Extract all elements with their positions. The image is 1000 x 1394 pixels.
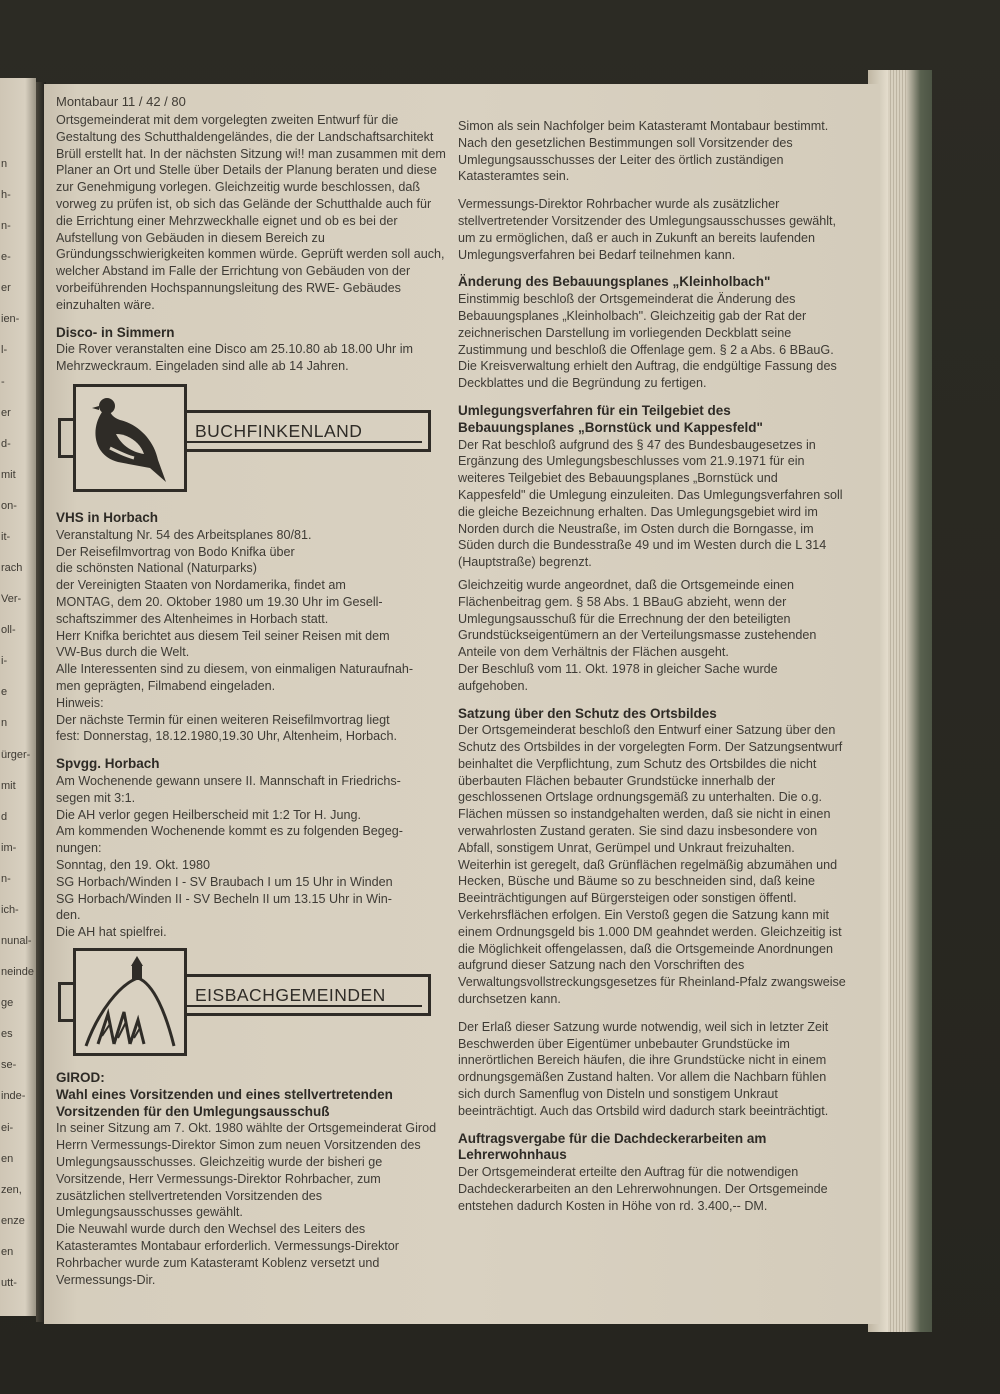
vhs-line: MONTAG, dem 20. Oktober 1980 um 19.30 Uhr im Gesell- [56, 594, 383, 609]
vhs-line: Hinweis: [56, 695, 104, 710]
left-page-fragment: ien- [1, 313, 20, 326]
column-left [56, 112, 446, 375]
left-page-fragment: d- [1, 437, 11, 450]
left-page-fragment: rach [1, 562, 23, 575]
spvgg-line: Die AH hat spielfrei. [56, 925, 167, 940]
left-page-fragment: zen, [1, 1183, 22, 1196]
left-page-fragment: e- [1, 251, 11, 264]
document-page [44, 84, 880, 1324]
bebauungsplan-heading: Änderung des Bebauungsplanes „Kleinholbach" [458, 274, 771, 290]
vhs-line: die schönsten National (Naturparks) [56, 561, 257, 576]
column-left-3 [56, 1070, 446, 1288]
left-page-fragment: Ver- [1, 593, 22, 606]
column-right [458, 118, 848, 1215]
left-page-fragment: nunal- [1, 935, 32, 948]
satzung-text: Der Ortsgemeinderat beschloß den Entwurf einer Satzung über den Schutz des Ortsbildes in der vorgelegten Form. Der Satzungsentwurf beinhaltet die Verpflichtung, zum Schutz des Ortsbildes die nicht überbauten Flächen bebauter Grundstücke innerhalb der geschlossenen Ortslage ordnungsgemäß zu unterhalten. Die o.g. Flächen müssen so instandgehalten werden, daß sie nicht in einen verwahrlosten Zustand geraten. Sie sind dazu insbesondere von Abfall, sonstigem Unrat, Gerümpel und Unkraut freizuhalten. Weiterhin ist geregelt, daß Grünflächen regelmäßig abzumähen und Hecken, Büsche und Bäume so zu beschneiden sind, daß keine Beeinträchtigungen auf Bürgersteigen oder sonstigen öffentl. Verkehrsflächen erfolgen. Ein Verstoß gegen die Satzung kann mit einem Ordnungsgeld bis 1.000 DM geahndet werden. Gleichzeitig ist die Möglichkeit offengelassen, daß die Ortsgemeinde Anordnungen aufgrund dieser Satzung nach den Vorschriften des Verwaltungsvollstreckungsgesetzes für Rheinland-Pfalz zwangsweise durchsetzen kann. [458, 723, 846, 1007]
left-page-fragment: d [1, 810, 8, 823]
finch-icon [80, 390, 180, 486]
spvgg-heading: Spvgg. Horbach [56, 756, 160, 772]
vhs-line: Veranstaltung Nr. 54 des Arbeitsplanes 80/81. [56, 527, 312, 542]
left-page-fragment: neinde [1, 966, 35, 979]
buchfinkenland-banner [58, 384, 438, 496]
vhs-line: Herr Knifka berichtet aus diesem Teil seiner Reisen mit dem [56, 628, 390, 643]
disco-text: Die Rover veranstalten eine Disco am 25.10.80 ab 18.00 Uhr im Mehrzweckraum. Eingeladen sind alle ab 14 Jahren. [56, 342, 414, 374]
vhs-line: Der nächste Termin für einen weiteren Reisefilmvortrag liegt [56, 712, 390, 727]
spvgg-line: SG Horbach/Winden II - SV Becheln II um 13.15 Uhr in Win- [56, 891, 392, 906]
girod-text: In seiner Sitzung am 7. Okt. 1980 wählte der Ortsgemeinderat Girod Herrn Vermessungs-Direktor Simon zum neuen Vorsitzenden des Umlegungsausschusses. Gleichzeitig wurde der bisheri ge Vorsitzende, Herr Vermessungs-Direktor Rohrbacher, zum zusätzlichen stellvertretenden Vorsitzenden des Umlegungsausschusses gewählt. [56, 1121, 437, 1220]
left-page-fragment: on- [1, 499, 17, 512]
left-page-fragment: es [1, 1028, 13, 1041]
left-page-fragment: en [1, 1152, 14, 1165]
spvgg-line: Am kommenden Wochenende kommt es zu folgenden Begeg- [56, 824, 403, 839]
left-page-fragment: i- [1, 655, 8, 668]
spvgg-line: SG Horbach/Winden I - SV Braubach I um 15 Uhr in Winden [56, 874, 393, 889]
girod-subheading: Wahl eines Vorsitzenden und eines stellvertretenden Vorsitzenden für den Umlegungsausschuß [56, 1086, 393, 1119]
left-page-fragment: oll- [1, 624, 16, 637]
vhs-line: fest: Donnerstag, 18.12.1980,19.30 Uhr, Altenheim, Horbach. [56, 729, 397, 744]
girod-text-2: Die Neuwahl wurde durch den Wechsel des Leiters des Katasteramtes Montabaur erforderlich. Vermessungs-Direktor Rohrbacher wurde zum Katasteramt Koblenz versetzt und Vermessungs-Dir. [56, 1222, 399, 1287]
buchfinkenland-title: BUCHFINKENLAND [195, 421, 363, 441]
umlegung-text-3: Der Beschluß vom 11. Okt. 1978 in gleicher Sache wurde aufgehoben. [458, 661, 778, 693]
left-page-edge [0, 78, 36, 1316]
vhs-heading: VHS in Horbach [56, 510, 159, 525]
left-page-fragment: - [1, 375, 5, 388]
girod-heading: GIROD: [56, 1070, 105, 1085]
spvgg-line: segen mit 3:1. [56, 790, 136, 805]
vhs-line: VW-Bus durch die Welt. [56, 645, 190, 660]
left-page-fragment: en [1, 1245, 14, 1258]
left-page-fragment: ge [1, 997, 14, 1010]
hill-chapel-icon [80, 954, 180, 1050]
eisbachgemeinden-banner [58, 948, 438, 1060]
left-page-fragment: e [1, 686, 8, 699]
umlegung-text: Der Rat beschloß aufgrund des § 47 des Bundesbaugesetzes in Ergänzung des Umlegungsbeschlusses vom 21.9.1971 für ein weiteres Teilgebiet des Bebauungsplanes „Bornstück und Kappesfeld" die Umlegung einzuleiten. Das Umlegungsverfahren soll die gleiche Bezeichnung erhalten. Das Umlegungsgebiet wird im Norden durch die Neustraße, im Osten durch die Borngasse, im Süden durch die Bundesstraße 49 und im Westen durch die L 314 (Hauptstraße) begrenzt. [458, 437, 843, 570]
vhs-line: der Vereinigten Staaten von Nordamerika, findet am [56, 578, 346, 593]
left-page-fragment: se- [1, 1059, 17, 1072]
left-page-fragment: mit [1, 779, 16, 792]
left-page-fragment: er [1, 406, 11, 419]
simon-paragraph: Simon als sein Nachfolger beim Katasteramt Montabaur bestimmt. Nach den gesetzlichen Bestimmungen soll Vorsitzender des Umlegungsausschusses der Leiter des örtlich zuständigen Katasteramtes sein. [458, 119, 829, 184]
bebauungsplan-text: Einstimmig beschloß der Ortsgemeinderat die Änderung des Bebauungsplanes „Kleinholbach". Gleichzeitig gab der Rat der zeichnerischen Darstellung im vorliegenden Deckblatt seine Zustimmung und beschloß die Offenlage gem. § 2 a Abs. 6 BBauG. Die Kreisverwaltung erhielt den Auftrag, die endgültige Fassung des Deckblattes und die Begründung zu fertigen. [458, 292, 837, 391]
umlegung-heading: Umlegungsverfahren für ein Teilgebiet des Bebauungsplanes „Bornstück und Kappesfeld" [458, 402, 763, 435]
left-page-fragment: n- [1, 220, 11, 233]
left-page-fragment: ürger- [1, 748, 31, 761]
left-page-fragment: inde- [1, 1090, 26, 1103]
left-page-fragment: n [1, 158, 8, 170]
dachdecker-heading: Auftragsvergabe für die Dachdeckerarbeiten am Lehrerwohnhaus [458, 1130, 767, 1163]
vhs-line: schaftszimmer des Altenheimes in Horbach statt. [56, 611, 329, 626]
eisbachgemeinden-title: EISBACHGEMEINDEN [195, 985, 386, 1005]
left-page-fragment: mit [1, 468, 16, 481]
left-page-fragment: n- [1, 872, 11, 885]
left-page-fragment: n [1, 717, 8, 730]
umlegung-text-2: Gleichzeitig wurde angeordnet, daß die Ortsgemeinde einen Flächenbeitrag gem. § 58 Abs. 1 BBauG abzieht, wenn der Umlegungsausschuß für die Errechnung der den beteiligten Grundstückseigentümern an der Verteilungsmasse zustehenden Anteile von dem Verhältnis der Flächen ausgeht. [458, 577, 817, 660]
vhs-line: men geprägten, Filmabend eingeladen. [56, 678, 276, 693]
vhs-line: Alle Interessenten sind zu diesem, von einmaligen Naturaufnah- [56, 662, 414, 677]
page-header: Montabaur 11 / 42 / 80 [56, 94, 186, 109]
spvgg-line: Die AH verlor gegen Heilberscheid mit 1:2 Tor H. Jung. [56, 807, 361, 822]
rohrbacher-paragraph: Vermessungs-Direktor Rohrbacher wurde als zusätzlicher stellvertretender Vorsitzender des Umlegungsausschusses gewählt, um zu ermöglichen, daß er auch in Zukunft an bereits laufenden Umlegungsverfahren bei Bedarf teilnehmen kann. [458, 197, 837, 262]
left-page-fragment: ich- [1, 903, 19, 916]
left-page-fragment: it- [1, 530, 11, 543]
left-page-fragment: l- [1, 344, 8, 357]
vhs-line: Der Reisefilmvortrag von Bodo Knifka über [56, 544, 295, 559]
satzung-heading: Satzung über den Schutz des Ortsbildes [458, 705, 717, 721]
column-left-2 [56, 510, 446, 941]
left-page-fragment: h- [1, 189, 11, 202]
left-page-fragment: im- [1, 841, 17, 854]
left-page-fragment: er [1, 282, 11, 295]
spvgg-line: Sonntag, den 19. Okt. 1980 [56, 857, 211, 872]
left-page-fragment: utt- [1, 1276, 17, 1289]
satzung-text-2: Der Erlaß dieser Satzung wurde notwendig, weil sich in letzter Zeit Beschwerden über Eigentümer unbebauter Grundstücke im innerörtlichen Bereich häufen, die ihre Grundstücke nicht in einem ordnungsgemäßen Zustand halten. Vor allem die Nachbarn fühlen sich durch Samenflug von Disteln und sonstigem Unkraut beeinträchtigt. Auch das Ortsbild wird dadurch stark beeinträchtigt. [458, 1019, 829, 1118]
disco-heading: Disco- in Simmern [56, 324, 175, 340]
dachdecker-text: Der Ortsgemeinderat erteilte den Auftrag für die notwendigen Dachdeckerarbeiten an den Lehrerwohnungen. Der Ortsgemeinde entstehen dadurch Kosten in Höhe von rd. 3.400,-- DM. [458, 1165, 828, 1213]
intro-paragraph: Ortsgemeinderat mit dem vorgelegten zweiten Entwurf für die Gestaltung des Schutthaldengeländes, die der Landschaftsarchitekt Brüll erstellt hat. In der nächsten Sitzung wi!! man zusammen mit dem Planer an Ort und Stelle über Details der Planung beraten und diese zur Genehmigung vorlegen. Gleichzeitig wurde beschlossen, daß vorweg zu prüfen ist, ob sich das Gelände der Schutthalde auch für die Errichtung einer Mehrzweckhalle eignet und ob es bei der Aufstellung von Gebäuden in diesem Bereich zu Gründungsschwierigkeiten kommen würde. Geprüft werden soll auch, welcher Abstand im Falle der Errichtung von Gebäuden von der vorbeiführenden Hochspannungsleitung des RWE- Gebäudes einzuhalten wäre. [56, 113, 446, 312]
spvgg-line: nungen: [56, 841, 102, 856]
left-page-fragment: ei- [1, 1121, 14, 1134]
left-page-fragment: enze [1, 1214, 25, 1227]
spvgg-line: Am Wochenende gewann unsere II. Mannschaft in Friedrichs- [56, 773, 401, 788]
spvgg-line: den. [56, 908, 81, 923]
